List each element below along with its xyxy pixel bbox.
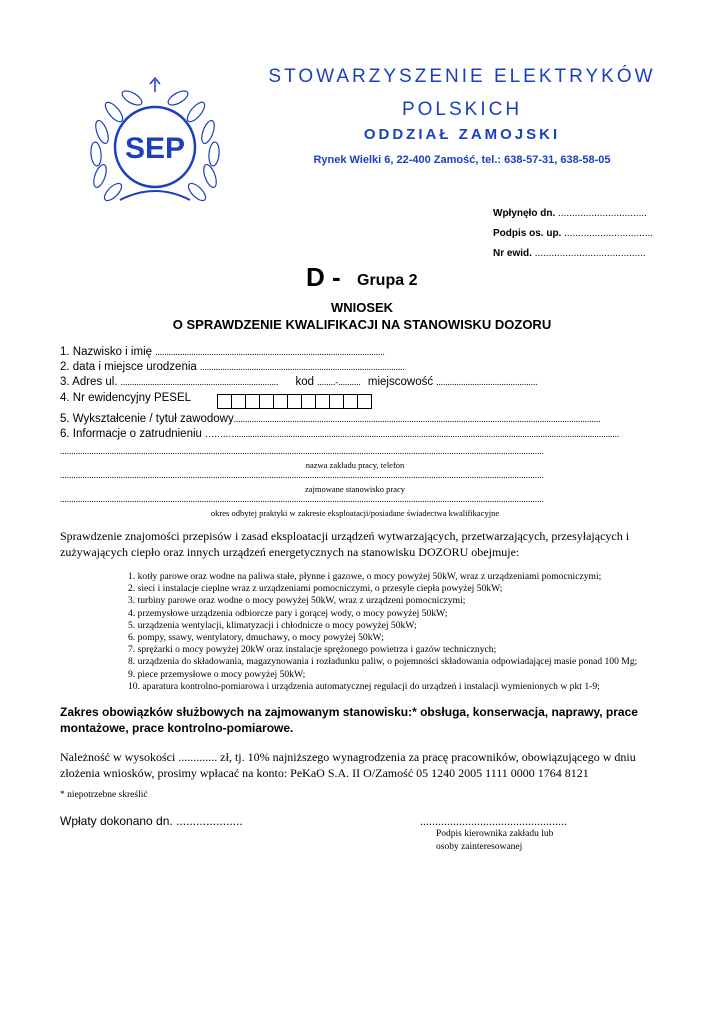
signature-line: ................................................. (420, 814, 567, 828)
field-address: 3. Adres ul. ...................................................................... kod ........-.......... miejscowość ............................................. (60, 376, 538, 388)
intro-paragraph: Sprawdzenie znajomości przepisów i zasad eksploatacji urządzeń wytwarzających, przetwarzających, przesyłających i zużywających ciepło oraz innych urządzeń energetycznych na stanowisku DOZORU obejmuje: (60, 529, 630, 559)
list-item: 3. turbiny parowe oraz wodne o mocy powyżej 50kW, wraz z urządzeni pomocniczymi; (128, 595, 466, 607)
list-item: 9. piece przemysłowe o mocy powyżej 50kW; (128, 668, 306, 680)
svg-text:SEP: SEP (124, 132, 186, 165)
employer-caption: nazwa zakładu pracy, telefon (305, 460, 405, 470)
list-item: 4. przemysłowe urządzenia odbiorcze pary i gorącej wody, o mocy powyżej 50kW; (128, 607, 448, 619)
meta-record-number: Nr ewid. ........................................ (493, 248, 646, 259)
form-letter: D - (306, 262, 341, 292)
branch-name: ODDZIAŁ ZAMOJSKI (363, 126, 561, 143)
meta-signature: Podpis os. up. ................................ (493, 228, 654, 239)
practice-caption: okres odbytej praktyki w zakresie eksploatacji/posiadane świadectwa kwalifikacyjne (210, 508, 500, 518)
position-line: ....................................................................................................................................................................................................................... (60, 470, 544, 480)
list-item: 5. urządzenia wentylacji, klimatyzacji i chłodnicze o mocy powyżej 50kW; (128, 619, 417, 631)
practice-line: ....................................................................................................................................................................................................................... (60, 494, 544, 504)
form-title-line1: WNIOSEK (330, 300, 394, 315)
form-group: Grupa 2 (357, 272, 418, 289)
field-name: 1. Nazwisko i imię ...................................................................................................... (60, 346, 385, 358)
meta-received: Wpłynęło dn. ................................ (493, 208, 647, 219)
signature-caption2: osoby zainteresowanej (436, 842, 523, 852)
payment-date: Wpłaty dokonano dn. .................... (60, 814, 243, 828)
field-birth: 2. data i miejsce urodzenia ........................................................................................... (60, 361, 405, 373)
payment-line1: Należność w wysokości ............. zł, tj. 10% najniższego wynagrodzenia za pracę pracowników, obowiązującego w dniu (60, 750, 636, 764)
org-name-line1: STOWARZYSZENIE ELEKTRYKÓW (268, 66, 656, 87)
list-item: 8. urządzenia do składowania, magazynowania i rozładunku paliw, o pojemności składowania odpowiadającej masie ponad 100 Mg; (128, 656, 638, 668)
scope-line1: Zakres obowiązków służbowych na zajmowanym stanowisku:* obsługa, konserwacja, naprawy, prace (60, 705, 638, 719)
field-pesel: 4. Nr ewidencyjny PESEL (60, 392, 192, 404)
pesel-boxes[interactable] (218, 392, 372, 410)
sep-logo (80, 72, 230, 212)
list-item: 10. aparatura kontrolno-pomiarowa i urządzenia automatycznej regulacji do urządzeń i instalacji wymienionych w pkt 1-9; (128, 680, 600, 692)
signature-caption1: Podpis kierownika zakładu lub (436, 829, 554, 839)
footnote: * niepotrzebne skreślić (60, 790, 148, 800)
org-name-line2: POLSKICH (401, 99, 523, 120)
devices-list (128, 571, 637, 693)
scope-line2: montażowe, prace kontrolno-pomiarowe. (60, 721, 294, 735)
list-item: 2. sieci i instalacje cieplne wraz z urządzeniami pomocniczymi, o przesyle ciepła powyżej 50kW; (128, 583, 503, 595)
field-employment: 6. Informacje o zatrudnieniu …….…........................................................................................................................................................................... (60, 428, 620, 440)
field-education: 5. Wykształcenie / tytuł zawodowy................................................................................................................................................................... (60, 413, 601, 425)
position-caption: zajmowane stanowisko pracy (304, 484, 406, 494)
list-item: 6. pompy, ssawy, wentylatory, dmuchawy, o mocy powyżej 50kW; (128, 632, 384, 644)
org-address: Rynek Wielki 6, 22-400 Zamość, tel.: 638-57-31, 638-58-05 (313, 154, 611, 166)
list-item: 7. sprężarki o mocy powyżej 20kW oraz instalacje sprężonego powietrza i gazów technicznych; (128, 644, 497, 656)
list-item: 1. kotły parowe oraz wodne na paliwa stałe, płynne i gazowe, o mocy powyżej 50kW, wraz z urządzeniami pomocniczymi; (128, 571, 602, 582)
form-title-line2: O SPRAWDZENIE KWALIFIKACJI NA STANOWISKU DOZORU (172, 317, 552, 332)
payment-line2: złożenia wniosków, prosimy wpłacać na konto: PeKaO S.A. II O/Zamość 05 1240 2005 1111 0000 1764 8121 (60, 766, 589, 780)
employer-line: ....................................................................................................................................................................................................................... (60, 446, 544, 456)
